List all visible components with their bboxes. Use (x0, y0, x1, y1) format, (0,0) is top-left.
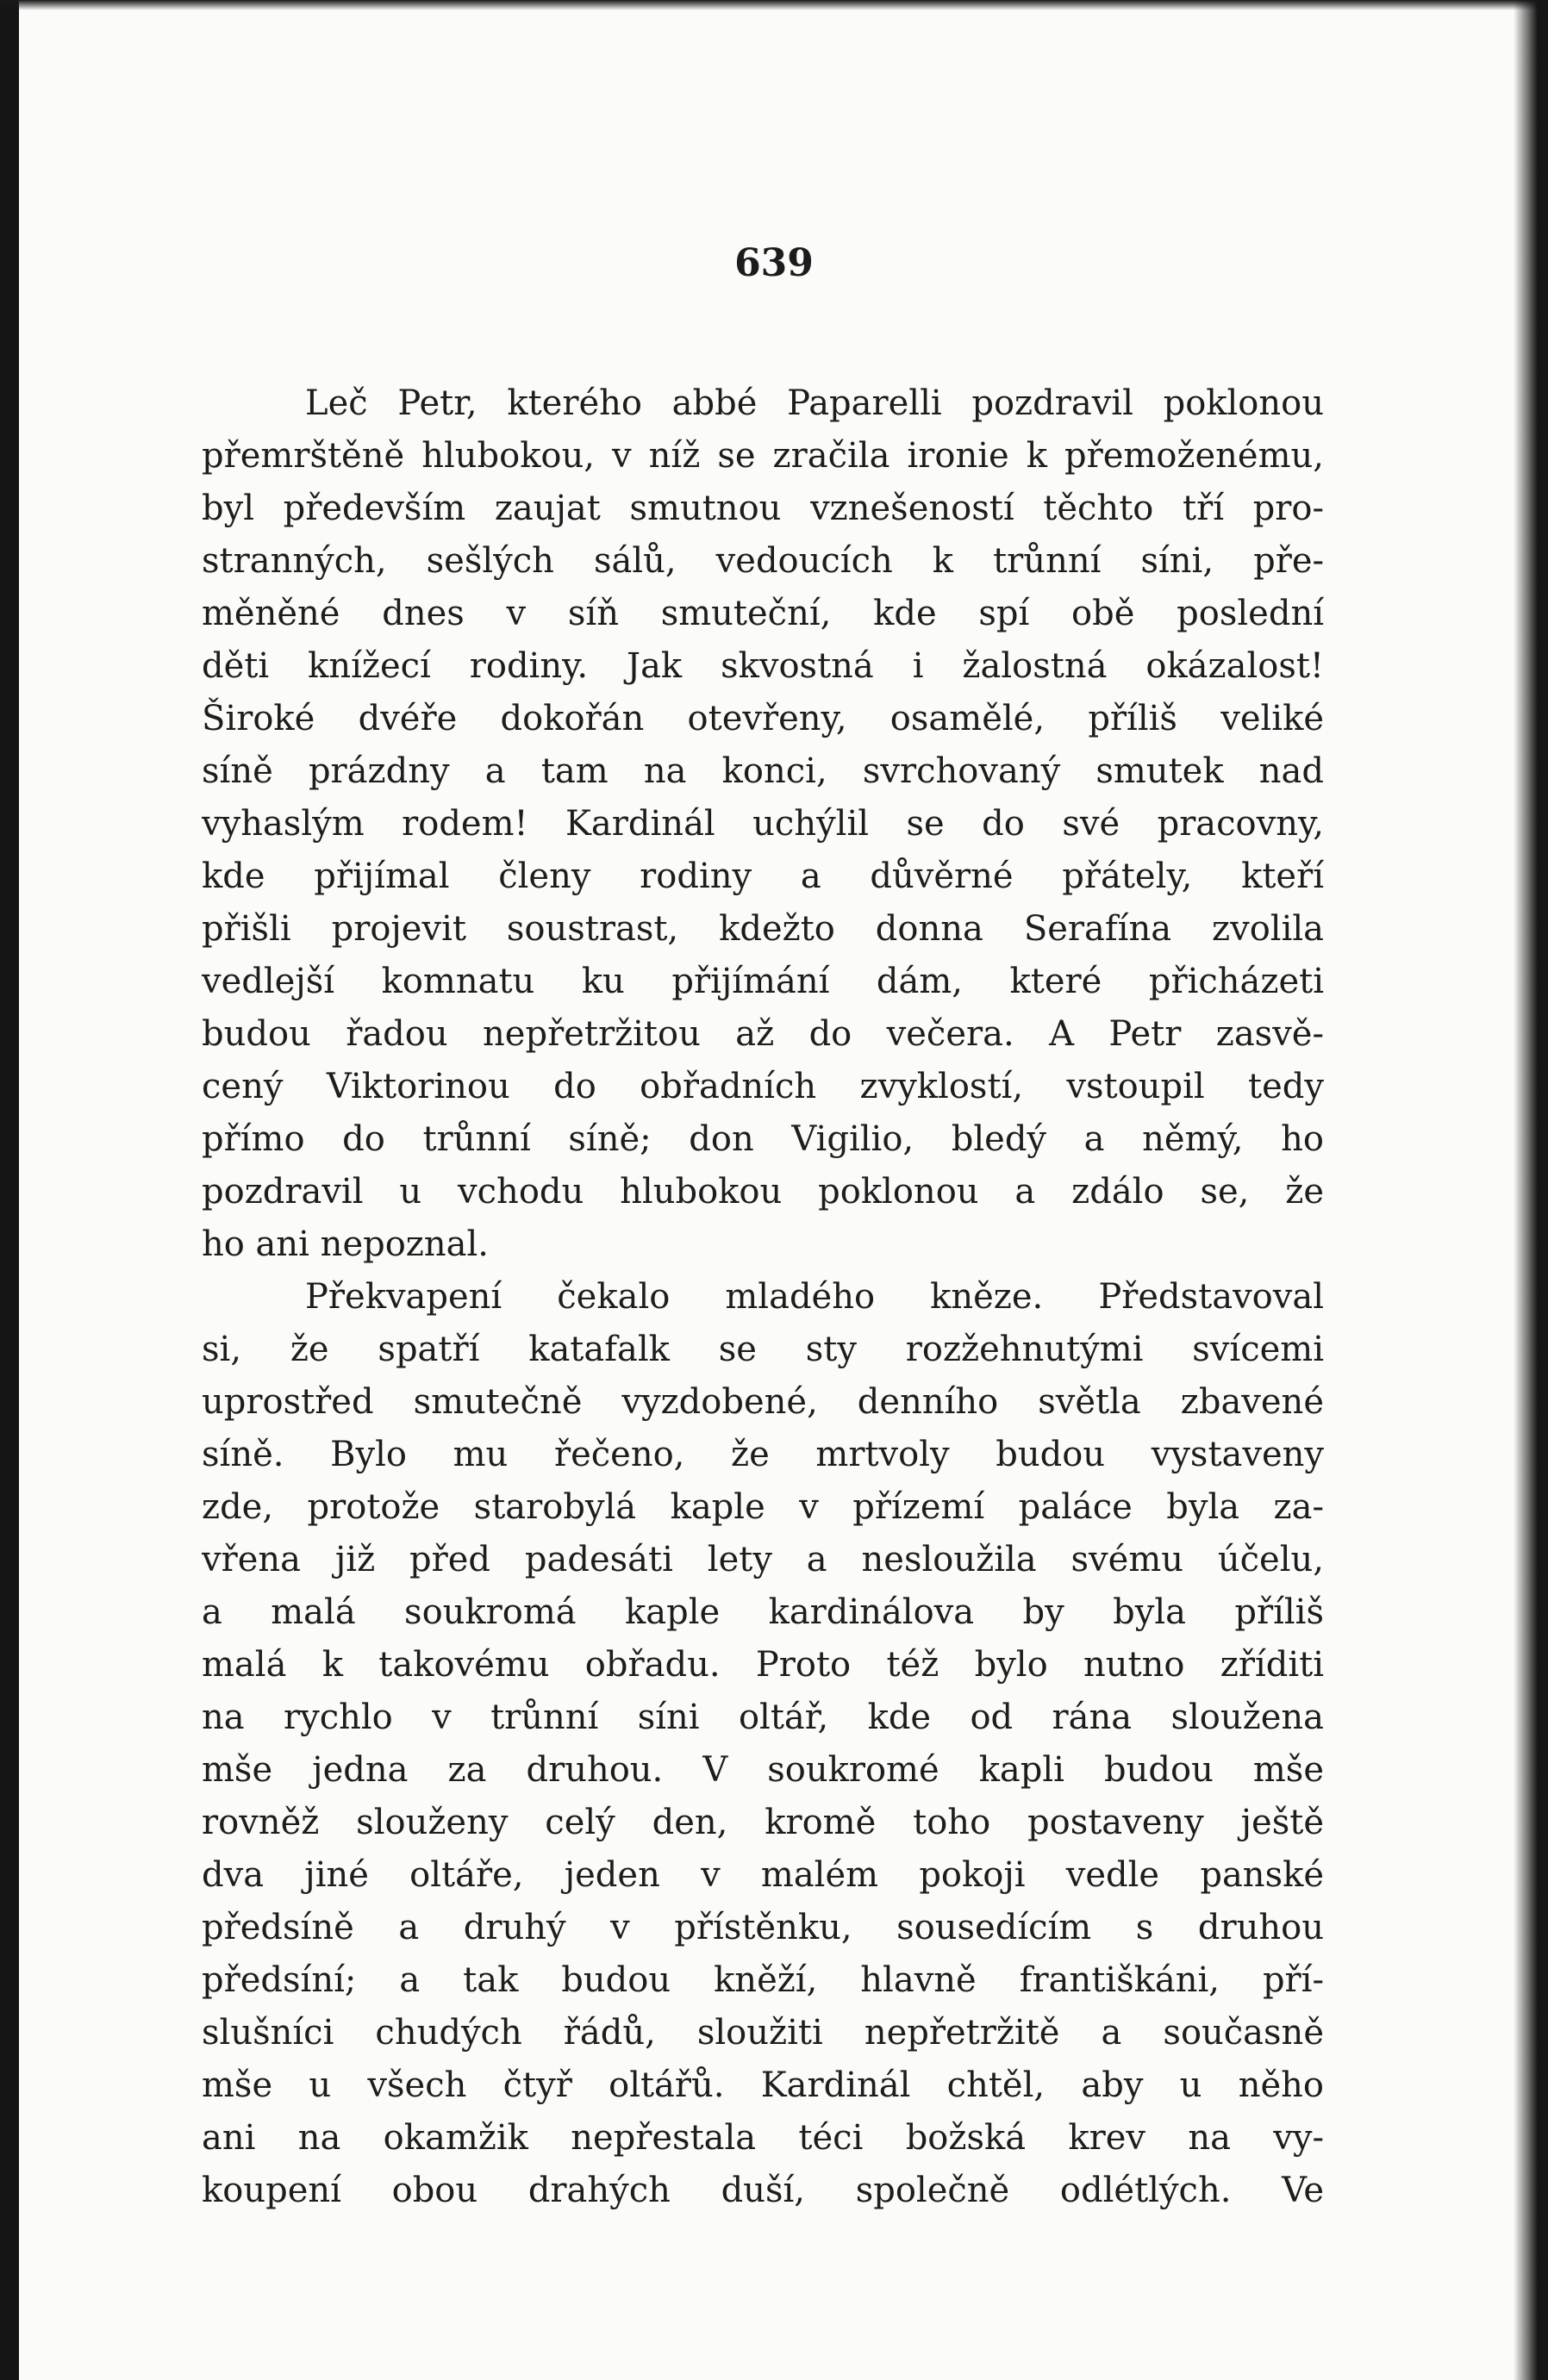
text-line: měněné dnes v síň smuteční, kde spí obě poslední (202, 594, 1324, 633)
text-line: si, že spatří katafalk se sty rozžehnutými svícemi (202, 1330, 1324, 1369)
text-line: malá k takovému obřadu. Proto též bylo nutno zříditi (202, 1645, 1324, 1685)
text-line: vřena již před padesáti lety a nesloužila svému účelu, (202, 1540, 1324, 1579)
text-line: Leč Petr, kterého abbé Paparelli pozdravil poklonou (305, 383, 1324, 423)
text-line: předsíně a druhý v přístěnku, sousedícím s druhou (202, 1908, 1324, 1947)
text-line: Překvapení čekalo mladého kněze. Představoval (305, 1277, 1324, 1317)
scan-edge-right (1514, 0, 1548, 2380)
text-line: byl především zaujat smutnou vznešeností těchto tří pro- (202, 489, 1324, 528)
text-line: zde, protože starobylá kaple v přízemí paláce byla za- (202, 1487, 1324, 1527)
text-line: děti knížecí rodiny. Jak skvostná i žalostná okázalost! (202, 646, 1324, 686)
text-line: vedlejší komnatu ku přijímání dám, které přicházeti (202, 962, 1324, 1001)
text-line: rovněž slouženy celý den, kromě toho postaveny ještě (202, 1803, 1324, 1842)
text-line: předsíní; a tak budou kněží, hlavně františkáni, pří- (202, 1960, 1324, 2000)
text-line: kde přijímal členy rodiny a důvěrné přátely, kteří (202, 857, 1324, 896)
text-line: na rychlo v trůnní síni oltář, kde od rána sloužena (202, 1698, 1324, 1737)
text-line: koupení obou drahých duší, společně odlétlých. Ve (202, 2171, 1324, 2210)
text-line: přemrštěně hlubokou, v níž se zračila ironie k přemoženému, (202, 436, 1324, 476)
scan-edge-top (0, 0, 1548, 10)
body-text (202, 377, 1324, 2217)
text-line: mše jedna za druhou. V soukromé kapli budou mše (202, 1750, 1324, 1790)
text-line: síně. Bylo mu řečeno, že mrtvoly budou vystaveny (202, 1435, 1324, 1474)
text-line: a malá soukromá kaple kardinálova by byla příliš (202, 1592, 1324, 1632)
text-line: mše u všech čtyř oltářů. Kardinál chtěl, aby u něho (202, 2065, 1324, 2105)
text-line: budou řadou nepřetržitou až do večera. A Petr zasvě- (202, 1014, 1324, 1054)
text-line: cený Viktorinou do obřadních zvyklostí, vstoupil tedy (202, 1067, 1324, 1106)
text-line: ani na okamžik nepřestala téci božská krev na vy- (202, 2118, 1324, 2158)
text-line: vyhaslým rodem! Kardinál uchýlil se do své pracovny, (202, 804, 1324, 844)
text-line: pozdravil u vchodu hlubokou poklonou a zdálo se, že (202, 1172, 1324, 1212)
text-line: přímo do trůnní síně; don Vigilio, bledý a němý, ho (202, 1119, 1324, 1159)
text-line: Široké dvéře dokořán otevřeny, osamělé, příliš veliké (202, 699, 1324, 738)
text-line: dva jiné oltáře, jeden v malém pokoji vedle panské (202, 1855, 1324, 1895)
text-line: síně prázdny a tam na konci, svrchovaný smutek nad (202, 751, 1324, 791)
text-line: slušníci chudých řádů, sloužiti nepřetržitě a současně (202, 2013, 1324, 2053)
scan-edge-left (0, 0, 19, 2380)
text-line: přišli projevit soustrast, kdežto donna Serafína zvolila (202, 909, 1324, 949)
text-line: stranných, sešlých sálů, vedoucích k trůnní síni, pře- (202, 541, 1324, 581)
page-number: 639 (734, 241, 814, 285)
text-line: uprostřed smutečně vyzdobené, denního světla zbavené (202, 1382, 1324, 1422)
text-line: ho ani nepoznal. (202, 1224, 489, 1264)
